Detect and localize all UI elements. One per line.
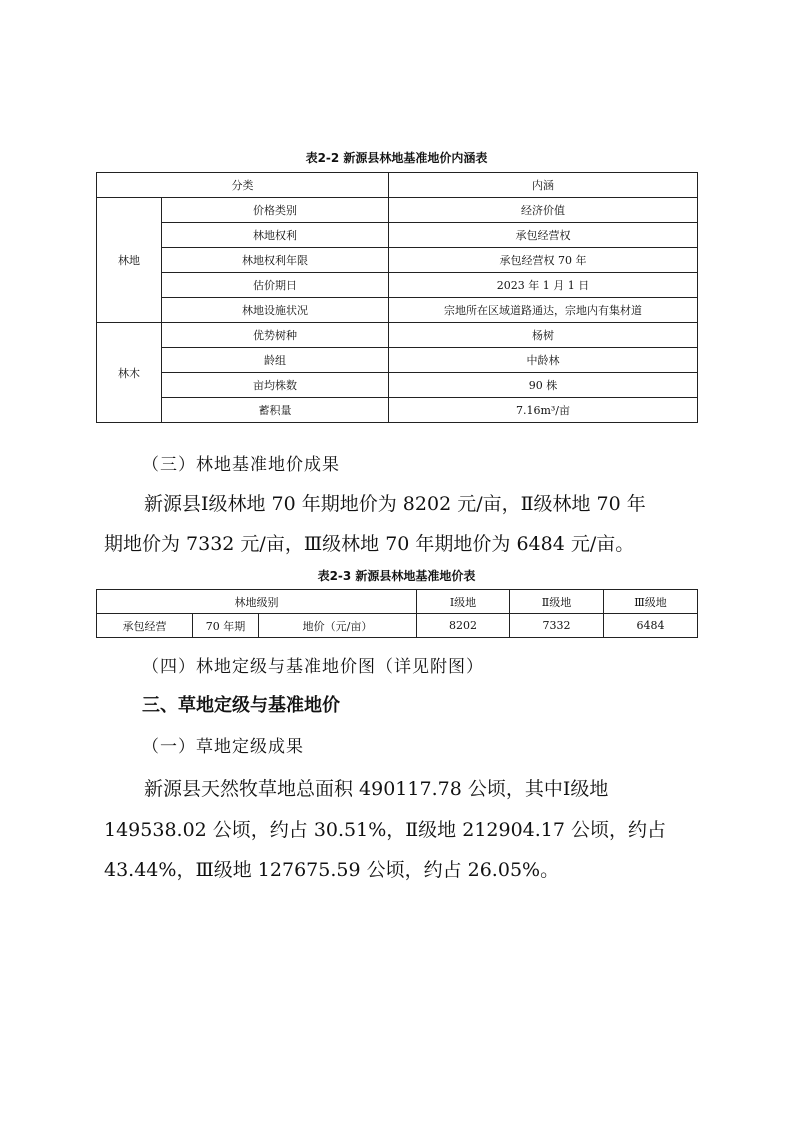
section-heading-grassland-grading-results: （一）草地定级成果 bbox=[142, 737, 304, 757]
table-row bbox=[97, 248, 698, 273]
group-label-forest-trees: 林木 bbox=[97, 323, 162, 423]
table-row bbox=[97, 614, 698, 638]
table-row bbox=[97, 398, 698, 423]
table-row bbox=[97, 348, 698, 373]
row-item: 优势树种 bbox=[162, 323, 389, 348]
table-row bbox=[97, 273, 698, 298]
table-2-3-caption: 表2-3 新源县林地基准地价表 bbox=[317, 569, 476, 583]
forest-base-price-table bbox=[96, 589, 698, 638]
paragraph-line: 新源县天然牧草地总面积 490117.78 公顷，其中Ⅰ级地 bbox=[144, 778, 609, 800]
chapter-heading-grassland: 三、草地定级与基准地价 bbox=[142, 695, 340, 716]
header-category: 分类 bbox=[97, 173, 389, 198]
header-grade-label: 林地级别 bbox=[97, 590, 417, 614]
row-item: 蓄积量 bbox=[162, 398, 389, 423]
row-item: 价格类别 bbox=[162, 198, 389, 223]
row-value: 2023 年 1 月 1 日 bbox=[389, 273, 698, 298]
header-content: 内涵 bbox=[389, 173, 698, 198]
table-row bbox=[97, 198, 698, 223]
group-label-forest-land: 林地 bbox=[97, 198, 162, 323]
table-header-row bbox=[97, 173, 698, 198]
row-value: 宗地所在区域道路通达，宗地内有集材道 bbox=[389, 298, 698, 323]
cell-price-value: 7332 bbox=[510, 614, 604, 638]
table-row bbox=[97, 323, 698, 348]
row-value: 90 株 bbox=[389, 373, 698, 398]
land-price-connotation-table bbox=[96, 172, 698, 423]
table-row bbox=[97, 298, 698, 323]
section-heading-forest-price-results: （三）林地基准地价成果 bbox=[142, 455, 340, 475]
paragraph-line: 新源县Ⅰ级林地 70 年期地价为 8202 元/亩，Ⅱ级林地 70 年 bbox=[144, 493, 646, 515]
header-grade: Ⅰ级地 bbox=[417, 590, 510, 614]
paragraph-line: 149538.02 公顷，约占 30.51%，Ⅱ级地 212904.17 公顷，约占 bbox=[104, 819, 667, 841]
row-item: 林地权利年限 bbox=[162, 248, 389, 273]
row-value: 承包经营权 70 年 bbox=[389, 248, 698, 273]
row-value: 承包经营权 bbox=[389, 223, 698, 248]
cell-term: 70 年期 bbox=[193, 614, 259, 638]
row-value: 7.16m³/亩 bbox=[389, 398, 698, 423]
row-item: 林地权利 bbox=[162, 223, 389, 248]
row-item: 林地设施状况 bbox=[162, 298, 389, 323]
section-heading-forest-price-map: （四）林地定级与基准地价图（详见附图） bbox=[142, 657, 484, 677]
cell-price-value: 8202 bbox=[417, 614, 510, 638]
row-item: 龄组 bbox=[162, 348, 389, 373]
row-value: 杨树 bbox=[389, 323, 698, 348]
table-row bbox=[97, 373, 698, 398]
row-value: 中龄林 bbox=[389, 348, 698, 373]
table-2-2-caption: 表2-2 新源县林地基准地价内涵表 bbox=[305, 151, 488, 165]
cell-right-type: 承包经营 bbox=[97, 614, 193, 638]
paragraph-line: 43.44%，Ⅲ级地 127675.59 公顷，约占 26.05%。 bbox=[104, 859, 560, 881]
cell-price-label: 地价（元/亩） bbox=[259, 614, 417, 638]
table-header-row bbox=[97, 590, 698, 614]
header-grade: Ⅱ级地 bbox=[510, 590, 604, 614]
row-item: 亩均株数 bbox=[162, 373, 389, 398]
cell-price-value: 6484 bbox=[604, 614, 698, 638]
row-item: 估价期日 bbox=[162, 273, 389, 298]
table-row bbox=[97, 223, 698, 248]
row-value: 经济价值 bbox=[389, 198, 698, 223]
paragraph-line: 期地价为 7332 元/亩，Ⅲ级林地 70 年期地价为 6484 元/亩。 bbox=[104, 533, 635, 555]
header-grade: Ⅲ级地 bbox=[604, 590, 698, 614]
